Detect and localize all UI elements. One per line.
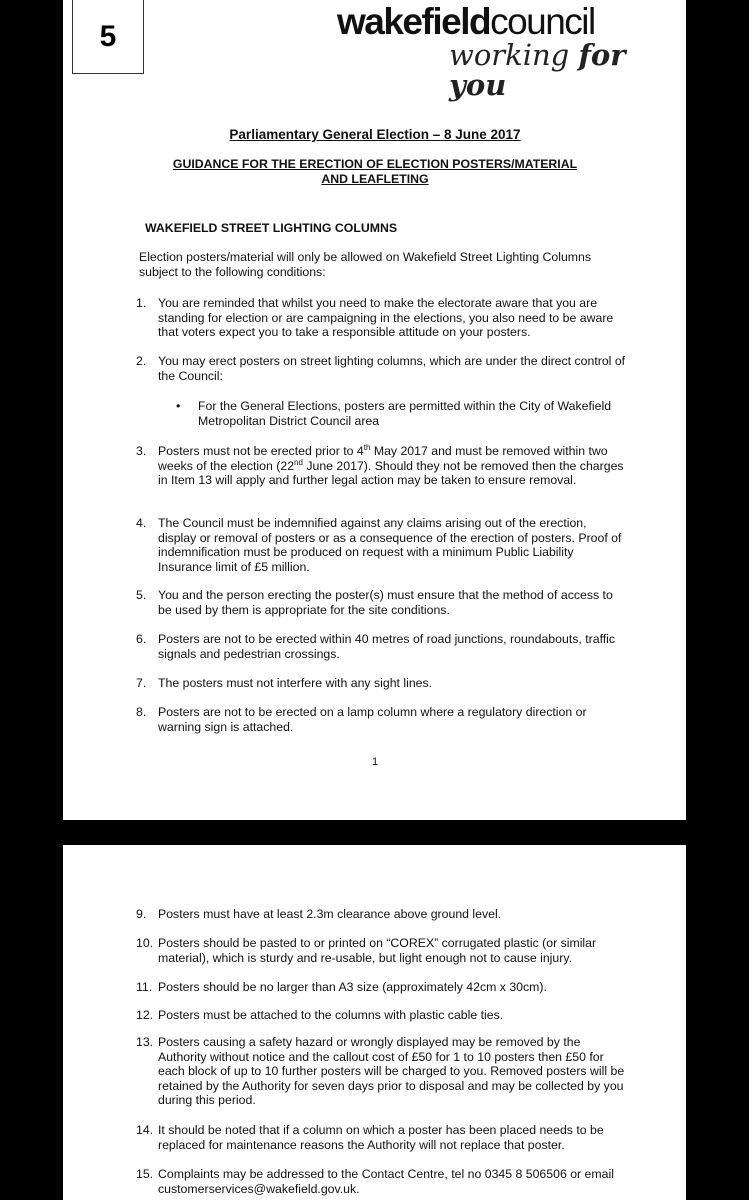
list-number: 11. [136, 980, 153, 994]
logo-tag-foryou: for you [449, 38, 626, 102]
logo-wakefield: wakefield [337, 1, 491, 42]
list-text: Posters causing a safety hazard or wrongly displayed may be removed by the Authority without notice and the callout cost of £50 for 1 to 10 posters then £50 for each block of up to 10 further posters will be charged to you. Removed posters will be retained by the Authority for seven days prior to disposal and may be collected by you during this period. [158, 1035, 625, 1107]
section-heading: WAKEFIELD STREET LIGHTING COLUMNS [145, 221, 398, 235]
list-text: Posters should be pasted to or printed on “COREX” corrugated plastic (or similar material), which is sturdy and re-usable, but light enough not to cause injury. [158, 936, 597, 965]
logo-council: council [490, 1, 595, 42]
list-item [136, 936, 626, 965]
list-item [136, 705, 626, 734]
list-item [136, 588, 626, 617]
list-text: Posters must not be erected prior to 4th May 2017 and must be removed within two weeks of the election (22nd June 2017). Should they not be removed then the charges in Item 13 will apply and further legal action may be taken to ensure removal. [158, 442, 624, 487]
list-number: 14. [136, 1123, 154, 1137]
list-text: The Council must be indemnified against any claims arising out of the erection, display or removal of posters or as a consequence of the erection of posters. Proof of indemnification must be produced on request with a minimum Public Liability Insurance limit of £5 million. [158, 516, 622, 574]
list-number: 5. [136, 588, 147, 602]
list-number: 3. [136, 444, 147, 458]
list-item [136, 676, 626, 691]
list-text: You and the person erecting the poster(s) must ensure that the method of access to be used by them is appropriate for the site conditions. [158, 588, 613, 617]
document-title: Parliamentary General Election – 8 June 2017 [229, 127, 521, 142]
list-item [136, 296, 626, 340]
list-number: 13. [136, 1035, 154, 1049]
list-text: Posters must be attached to the columns with plastic cable ties. [158, 1008, 504, 1022]
list-item [136, 1008, 626, 1023]
page-number: 1 [372, 756, 379, 768]
list-number: 8. [136, 705, 147, 719]
list-number: 12. [136, 1008, 154, 1022]
list-number: 9. [136, 907, 147, 921]
list-item [136, 980, 626, 995]
bullet-text: For the General Elections, posters are permitted within the City of Wakefield Metropolitan District Council area [198, 399, 612, 428]
list-number: 4. [136, 516, 147, 530]
list-number: 10. [136, 936, 154, 950]
bullet-item [176, 399, 616, 428]
list-number: 7. [136, 676, 147, 690]
list-number: 15. [136, 1167, 154, 1181]
logo-tag-working: working [449, 38, 579, 72]
item-number-box: 5 [72, 0, 144, 74]
list-item [136, 1123, 626, 1152]
list-text: Posters are not to be erected on a lamp column where a regulatory direction or warning sign is attached. [158, 705, 587, 734]
list-number: 6. [136, 632, 147, 646]
list-item [136, 516, 626, 574]
wakefield-council-logo [337, 2, 657, 100]
list-text: You are reminded that whilst you need to make the electorate aware that you are standing for election or are campaigning in the elections, you also need to be aware that voters expect you to take a responsible attitude on your posters. [158, 296, 614, 339]
bullet-dot: • [176, 399, 181, 413]
list-item [136, 632, 626, 661]
list-item [136, 1167, 626, 1196]
document-subtitle-line1: GUIDANCE FOR THE ERECTION OF ELECTION POSTERS/MATERIAL [172, 157, 578, 171]
list-text: The posters must not interfere with any sight lines. [158, 676, 433, 690]
list-number: 2. [136, 354, 147, 368]
list-item [136, 1035, 626, 1108]
document-subtitle-line2: AND LEAFLETING [321, 172, 429, 186]
list-text: Posters should be no larger than A3 size (approximately 42cm x 30cm). [158, 980, 547, 994]
list-number: 1. [136, 296, 147, 310]
list-text: You may erect posters on street lighting columns, which are under the direct control of the Council: [158, 354, 626, 383]
list-text: Posters are not to be erected within 40 metres of road junctions, roundabouts, traffic signals and pedestrian crossings. [158, 632, 616, 661]
list-item [136, 907, 626, 922]
list-text: Complaints may be addressed to the Contact Centre, tel no 0345 8 506506 or email customerservices@wakefield.gov.uk. [158, 1167, 614, 1196]
list-item [136, 354, 626, 383]
list-item [136, 444, 626, 488]
intro-paragraph: Election posters/material will only be allowed on Wakefield Street Lighting Columns subject to the following conditions: [139, 250, 592, 279]
list-text: Posters must have at least 2.3m clearance above ground level. [158, 907, 502, 921]
list-text: It should be noted that if a column on which a poster has been placed needs to be replaced for maintenance reasons the Authority will not replace that poster. [158, 1123, 604, 1152]
